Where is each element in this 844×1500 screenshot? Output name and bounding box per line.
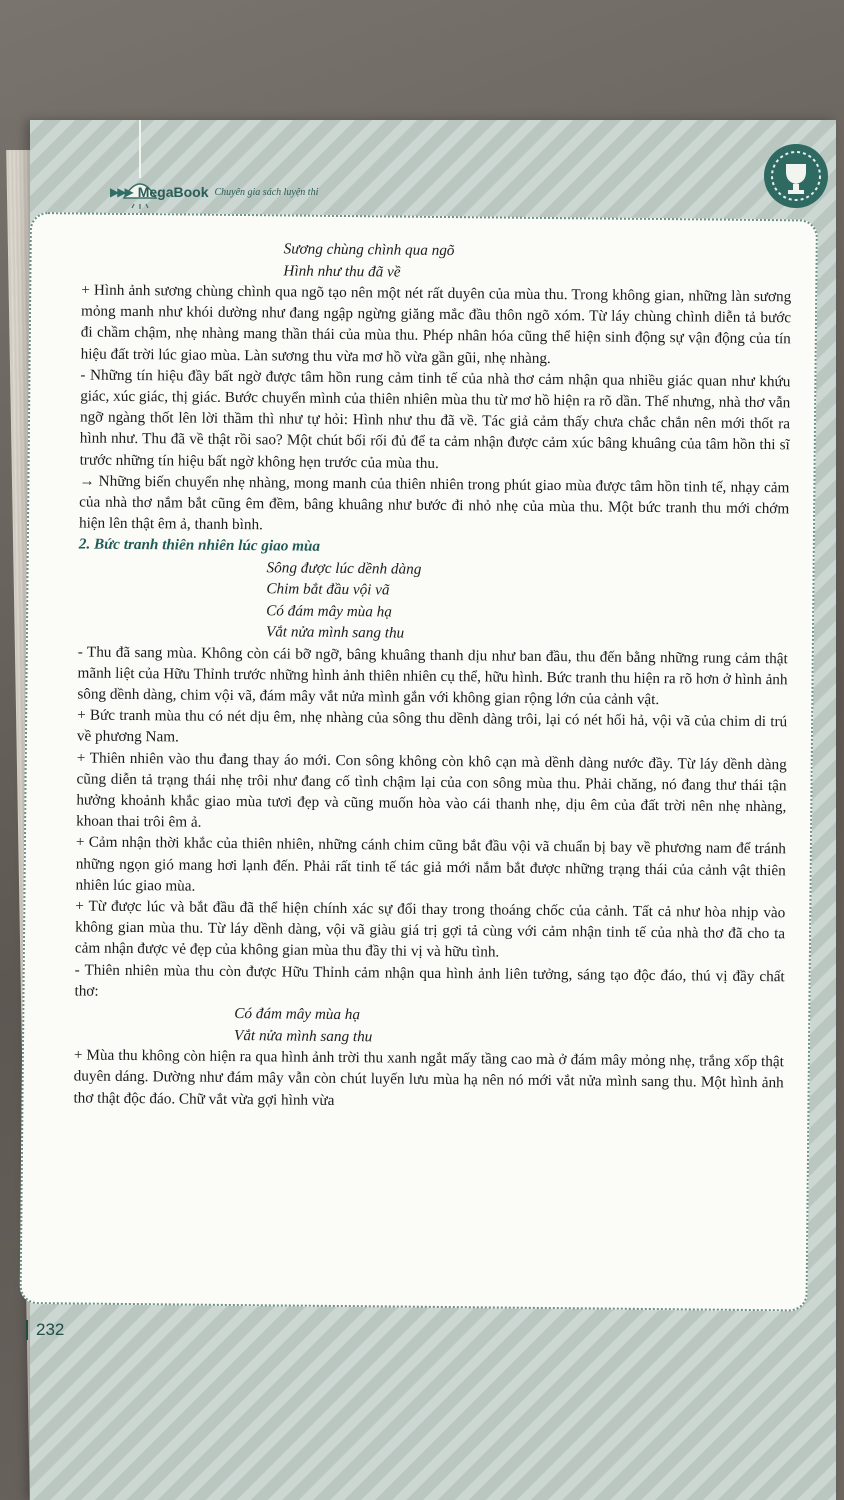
verse-line: Vắt nửa mình sang thu	[265, 623, 405, 642]
verse-line: Sông được lúc dềnh dàng	[266, 558, 422, 578]
brand-tagline: Chuyên gia sách luyện thi	[214, 186, 319, 198]
verse-line: Hình như thu đã về	[283, 261, 401, 281]
verse-line: Sương chùng chình qua ngõ	[283, 240, 455, 260]
paragraph: - Thu đã sang mùa. Không còn cái bỡ ngỡ, bâng khuâng thanh dịu như ban đầu, thu đến bằng những rung cảm thật mãnh liệt của Hữu Thỉnh trước những hình ảnh thiên nhiên cụ thể, hữu hình. Bức tranh thu hiện ra rõ hơn ở hình ảnh sông dềnh dàng, chim vội vã, đám mây vắt nửa mình gắn với không gian rộng lớn của cảnh vật.	[77, 643, 788, 709]
brand-name: MegaBook	[137, 184, 209, 200]
verse-line: Chim bắt đầu vội vã	[266, 580, 390, 599]
paragraph: + Từ được lúc và bắt đầu đã thể hiện chính xác sự đổi thay trong thoáng chốc của cảnh. Tất cả như hòa nhịp vào không gian mùa thu. Từ láy dềnh dàng, vội vã giàu giá trị gợi tả cùng với cảm nhận tinh tế của nhà thơ đã cho ta cảm nhận được vẻ đẹp của không gian mùa thu đầy thi vị và hữu tình.	[74, 897, 786, 962]
paragraph: + Bức tranh mùa thu có nét dịu êm, nhẹ nhàng của sông thu dềnh dàng trôi, lại có nét hối hả, vội vã của chim di trú về phương Nam.	[76, 706, 788, 746]
paragraph: → Những biến chuyển nhẹ nhàng, mong manh của thiên nhiên trong phút giao mùa được tâm hồn tinh tế, nhạy cảm của nhà thơ nắm bắt cũng êm đềm, bâng khuâng như bước đi nhỏ nhẹ của mùa thu. Một bức tranh thu mới chớm hiện lên thật êm ả, thanh bình.	[78, 472, 790, 534]
paragraph: + Cảm nhận thời khắc của thiên nhiên, những cánh chim cũng bắt đầu vội vã chuẩn bị bay về phương nam để tránh những ngọn gió mang hơi lạnh đến. Phải rất tinh tế tác giả mới nắm bắt được những trạng thái của cảnh vật thiên nhiên lúc giao mùa.	[75, 833, 786, 895]
section-heading: 2. Bức tranh thiên nhiên lúc giao mùa	[78, 535, 321, 556]
content-box	[20, 212, 818, 1312]
paragraph: - Những tín hiệu đầy bất ngờ được tâm hồn rung cảm tinh tế của nhà thơ cảm nhận qua nhiều giác quan như khứu giác, xúc giác, thị giác. Bước chuyển mình của thiên nhiên mùa thu từ mơ hồ hiện ra rõ dần. Thế nhưng, nhà thơ vẫn ngỡ ngàng thốt lên lời thầm thì như tự hỏi: Hình như thu đã về. Tác giả cảm thấy chưa chắc chắn nên mới thốt ra hình như. Thu đã về thật rồi sao? Một chút bối rối đủ để ta cảm nhận được cảm xúc bâng khuâng của tâm hồn thi sĩ trước những tín hiệu bất ngờ không hẹn trước của mùa thu.	[79, 366, 791, 472]
book-header	[110, 182, 318, 202]
paragraph: + Mùa thu không còn hiện ra qua hình ảnh trời thu xanh ngắt mấy tầng cao mà ở đám mây mỏng nhẹ, trắng xốp thật duyên dáng. Dường như đám mây vẫn còn chút luyến lưu mùa hạ nên nó mới vắt nửa mình sang thu. Một hình ảnh thơ thật độc đáo. Chữ vắt vừa gợi hình vừa	[73, 1046, 784, 1109]
brand-logo-mark: ▶▶▶	[110, 185, 132, 199]
verse-line: Vắt nửa mình sang thu	[234, 1026, 373, 1045]
page-number: 232	[26, 1320, 64, 1340]
verse-line: Có đám mây mùa hạ	[266, 601, 392, 621]
verse-line: Có đám mây mùa hạ	[234, 1005, 361, 1024]
paragraph: - Thiên nhiên mùa thu còn được Hữu Thỉnh cảm nhận qua hình ảnh liên tưởng, sáng tạo độc đáo, thú vị đầy chất thơ:	[74, 961, 785, 1000]
paragraph: + Hình ảnh sương chùng chình qua ngõ tạo nên một nét rất duyên của mùa thu. Trong không gian, những làn sương mỏng manh như khói dường như đang ngập ngừng giăng mắc đầu thôn ngõ xóm. Từ láy chùng chình diễn tả bước đi chầm chậm, nhẹ nhàng mang thần thái của mùa thu. Phép nhân hóa cũng thể hiện sinh động sự vận động của tín hiệu đất trời lúc giao mùa. Làn sương thu vừa mơ hồ vừa gần gũi, nhẹ nhàng.	[80, 281, 792, 367]
paragraph: + Thiên nhiên vào thu đang thay áo mới. Con sông không còn khô cạn mà dềnh dàng nước đầy. Từ láy dềnh dàng cũng diễn tả trạng thái nhẹ trôi như đang cố tình chậm lại của con sông mùa thu. Phải chăng, nó đang thư thái tận hưởng khoảnh khắc giao mùa tươi đẹp và cũng muốn hòa vào cái thanh nhẹ, dịu êm của đất trời nên nhẹ nhàng, khoan thai trôi êm ả.	[76, 749, 787, 831]
trophy-badge-icon	[762, 142, 830, 210]
